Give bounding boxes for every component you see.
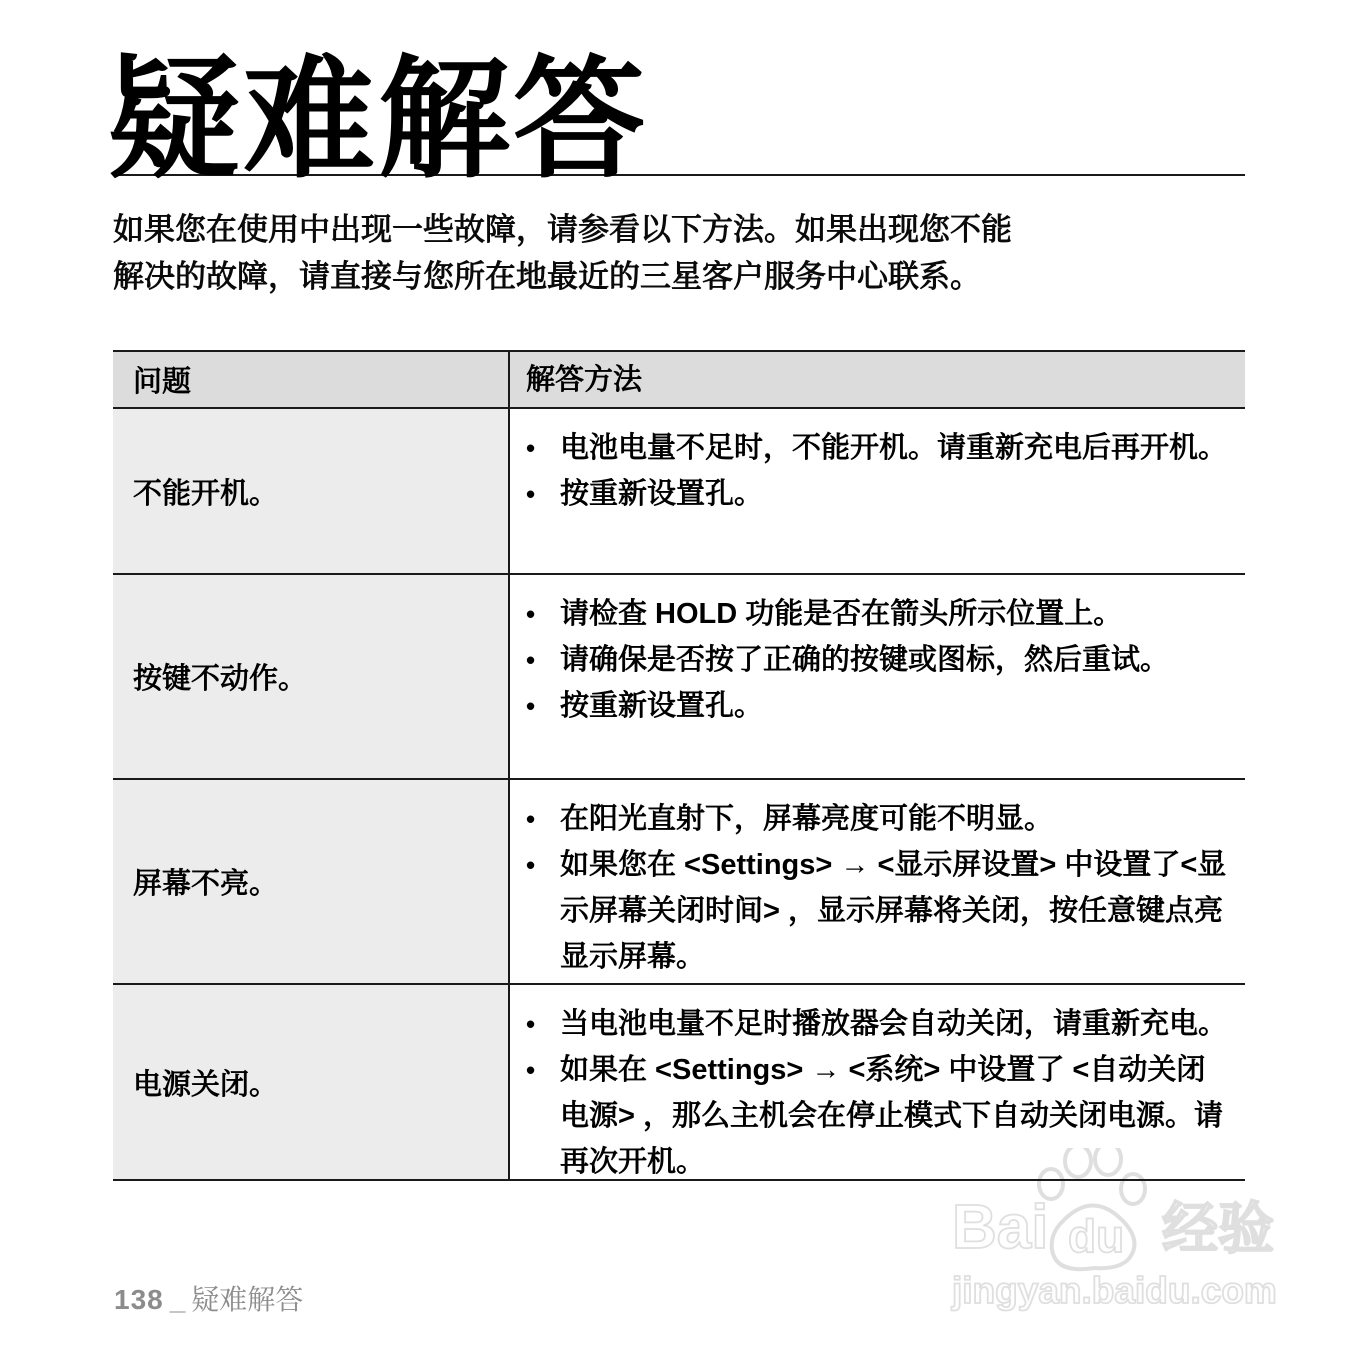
watermark-url: jingyan.baidu.com [952, 1270, 1277, 1311]
solution-text: 当电池电量不足时播放器会自动关闭，请重新充电。 [560, 1008, 1228, 1040]
list-item [526, 1047, 1231, 1185]
solution-list [526, 796, 1231, 980]
bullet-icon: • [526, 1055, 536, 1085]
intro-line-1: 如果您在使用中出现一些故障，请参看以下方法。如果出现您不能 [113, 212, 1012, 247]
bullet-icon: • [526, 479, 536, 509]
watermark-brand-mid: du [1068, 1210, 1125, 1262]
solution-list [526, 425, 1231, 517]
solution-text: 按重新设置孔。 [560, 690, 764, 722]
solution-list [526, 1001, 1231, 1185]
page-title: 疑难解答 [108, 46, 648, 193]
table-row [113, 985, 1245, 1179]
solution-text: 电池电量不足时，不能开机。请重新充电后再开机。 [560, 432, 1228, 464]
solution-text: 按重新设置孔。 [560, 478, 764, 510]
header-cell-answer: 解答方法 [510, 352, 1245, 407]
answer-cell [510, 409, 1245, 573]
list-item [526, 842, 1231, 980]
page-number: 138 [114, 1284, 164, 1315]
table-row [113, 780, 1245, 985]
bullet-icon: • [526, 433, 536, 463]
list-item [526, 637, 1231, 683]
problem-cell: 电源关闭。 [113, 985, 510, 1179]
list-item [526, 1001, 1231, 1047]
table-header-row [113, 352, 1245, 409]
header-cell-problem: 问题 [113, 352, 510, 407]
list-item [526, 425, 1231, 471]
answer-cell [510, 575, 1245, 778]
list-item [526, 683, 1231, 729]
page-footer [114, 1278, 303, 1318]
solution-list [526, 591, 1231, 729]
list-item [526, 591, 1231, 637]
intro-paragraph [113, 206, 1253, 300]
list-item [526, 471, 1231, 517]
list-item [526, 796, 1231, 842]
bullet-icon: • [526, 599, 536, 629]
problem-cell: 屏幕不亮。 [113, 780, 510, 983]
answer-cell [510, 780, 1245, 983]
problem-cell: 不能开机。 [113, 409, 510, 573]
solution-text: 如果在 <Settings> → <系统> 中设置了 <自动关闭电源> ，那么主机会在停止模式下自动关闭电源。请再次开机。 [560, 1054, 1223, 1178]
watermark-brand-left: Bai [952, 1193, 1049, 1262]
intro-line-2: 解决的故障，请直接与您所在地最近的三星客户服务中心联系。 [113, 259, 981, 294]
solution-text: 在阳光直射下，屏幕亮度可能不明显。 [560, 803, 1054, 835]
table-row [113, 575, 1245, 780]
watermark-brand-cn: 经验 [1162, 1197, 1274, 1260]
solution-text: 如果您在 <Settings> → <显示屏设置> 中设置了<显示屏幕关闭时间> ，显示屏幕将关闭，按任意键点亮显示屏幕。 [560, 849, 1227, 973]
bullet-icon: • [526, 645, 536, 675]
solution-text: 请检查 HOLD 功能是否在箭头所示位置上。 [560, 598, 1123, 630]
bullet-icon: • [526, 850, 536, 880]
table-row [113, 409, 1245, 575]
bullet-icon: • [526, 804, 536, 834]
solution-text: 请确保是否按了正确的按键或图标，然后重试。 [560, 644, 1170, 676]
troubleshooting-table [113, 350, 1245, 1181]
problem-cell: 按键不动作。 [113, 575, 510, 778]
footer-separator: _ [169, 1284, 186, 1315]
footer-section-title: 疑难解答 [191, 1284, 304, 1315]
bullet-icon: • [526, 1009, 536, 1039]
answer-cell [510, 985, 1245, 1179]
bullet-icon: • [526, 691, 536, 721]
